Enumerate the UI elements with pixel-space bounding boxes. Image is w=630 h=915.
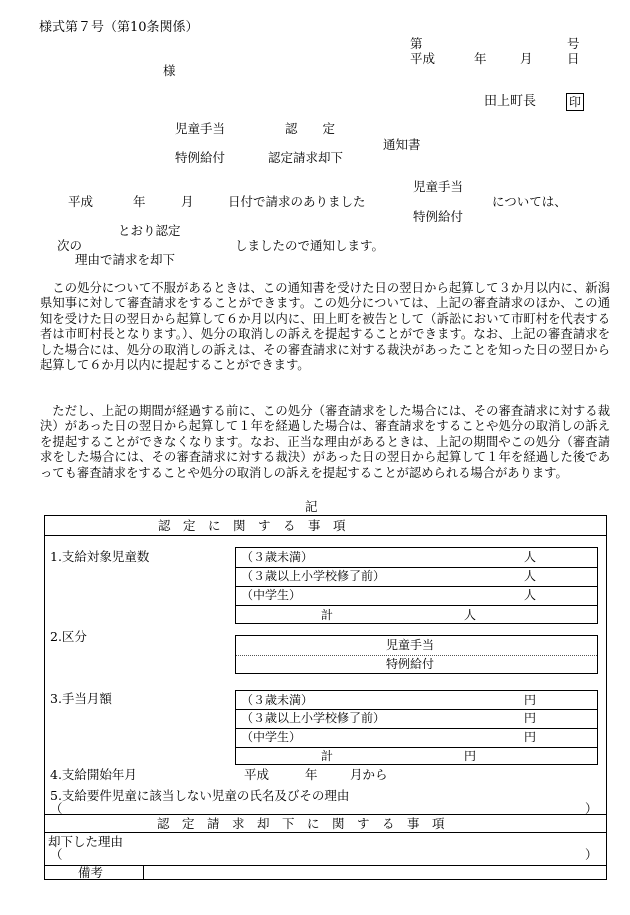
title-rejection: 認定請求却下 [268, 150, 344, 165]
body-month: 月 [181, 194, 194, 209]
option-special-benefit: 特例給付 [413, 209, 464, 224]
start-year: 年 [305, 767, 318, 782]
category-special-benefit: 特例給付 [386, 657, 435, 671]
child-count-row-label: （中学生） [241, 588, 302, 602]
item5-paren-open: （ [50, 801, 63, 816]
row-divider [236, 586, 597, 587]
remarks-label: 備考 [78, 865, 104, 880]
body-next: 次の [57, 238, 83, 253]
start-era: 平成 [244, 767, 270, 782]
amount-total-label: 計 [321, 749, 334, 763]
reason-paren-open: （ [50, 847, 63, 862]
amount-row-unit: 円 [524, 693, 537, 707]
date-era: 平成 [410, 51, 436, 66]
amount-row-label: （中学生） [241, 730, 302, 744]
body-notify: しましたので通知します。 [235, 238, 385, 253]
table-divider [45, 814, 606, 815]
monthly-amount-box [235, 690, 598, 765]
amount-total-unit: 円 [464, 749, 477, 763]
item5-paren-close: ） [585, 801, 598, 816]
row-divider [236, 728, 597, 729]
title-child-allowance: 児童手当 [175, 121, 226, 136]
title-special-benefit: 特例給付 [175, 150, 226, 165]
child-count-row-label: （３歳未満） [241, 550, 314, 564]
row-divider [236, 567, 597, 568]
child-count-row-label: （３歳以上小学校修了前） [241, 569, 386, 583]
ki-label: 記 [305, 499, 318, 514]
item5-label: 5.支給要件児童に該当しない児童の氏名及びその理由 [50, 788, 350, 803]
number-prefix: 第 [410, 36, 423, 51]
seal-mark: 印 [566, 93, 584, 111]
reason-label: 却下した理由 [48, 834, 124, 849]
amount-row-unit: 円 [524, 711, 537, 725]
start-month: 月から [350, 767, 388, 782]
amount-row-label: （３歳未満） [241, 693, 314, 707]
item4-label: 4.支給開始年月 [50, 767, 137, 782]
date-month: 月 [520, 51, 533, 66]
option-approved: とおり認定 [118, 223, 181, 238]
child-count-box [235, 547, 598, 624]
number-suffix: 号 [567, 36, 580, 51]
item1-label: 1.支給対象児童数 [50, 549, 150, 564]
table-divider [45, 832, 606, 833]
category-child-allowance: 児童手当 [386, 638, 435, 652]
reason-paren-close: ） [585, 847, 598, 862]
remarks-divider [143, 865, 144, 879]
title-approval: 認 定 [285, 121, 336, 136]
row-divider [236, 605, 597, 606]
appeal-paragraph-2: ただし、上記の期間が経過する前に、この処分（審査請求をした場合には、その審査請求に対する裁決）があった日の翌日から起算して１年を経過した場合は、審査請求をすることや処分の取消しの訴えを提起することができなくなります。なお、正当な理由があるときは、上記の期間やこの処分（審査請求をした場合には、その審査請求に対する裁決）があった日の翌日から起算して１年を経過した後であっても審査請求をすることや処分の取消しの訴えを提起することが認められる場合があります。 [40, 404, 610, 480]
body-year: 年 [133, 194, 146, 209]
option-child-allowance: 児童手当 [413, 179, 464, 194]
amount-row-label: （３歳以上小学校修了前） [241, 711, 386, 725]
date-year: 年 [474, 51, 487, 66]
title-notice: 通知書 [383, 137, 421, 152]
section-rejection-title: 認 定 請 求 却 下 に 関 す る 事 項 [157, 816, 445, 831]
date-day: 日 [567, 51, 580, 66]
body-date-phrase: 日付で請求のありました [228, 194, 366, 209]
child-count-total-unit: 人 [464, 608, 477, 622]
row-divider [236, 747, 597, 748]
body-era: 平成 [68, 194, 94, 209]
option-rejected: 理由で請求を却下 [75, 252, 176, 267]
item3-label: 3.手当月額 [50, 691, 112, 706]
child-count-total-label: 計 [321, 608, 334, 622]
child-count-row-unit: 人 [524, 569, 537, 583]
category-box [235, 635, 598, 674]
section-approval-title: 認 定 に 関 す る 事 項 [158, 518, 346, 533]
amount-row-unit: 円 [524, 730, 537, 744]
item2-label: 2.区分 [50, 629, 87, 644]
appeal-paragraph-1: この処分について不服があるときは、この通知書を受けた日の翌日から起算して３か月以内に、新潟県知事に対して審査請求をすることができます。この処分については、上記の審査請求のほか、この通知を受けた日の翌日から起算して６か月以内に、田上町を被告として（訴訟において市町村を代表する者は市町村長となります。）、処分の取消しの訴えを提起することができます。なお、上記の審査請求をした場合には、処分の取消しの訴えは、その審査請求に対する裁決があったことを知った日の翌日から起算して６か月以内に提起することができます。 [40, 281, 610, 373]
table-divider [45, 865, 606, 866]
category-divider [236, 655, 597, 656]
form-number: 様式第７号（第10条関係） [39, 20, 199, 35]
addressee-suffix: 様 [163, 63, 176, 78]
body-tail: については、 [492, 194, 567, 209]
issuer: 田上町長 [484, 94, 537, 109]
decision-table [44, 515, 607, 880]
child-count-row-unit: 人 [524, 588, 537, 602]
child-count-row-unit: 人 [524, 550, 537, 564]
row-divider [236, 709, 597, 710]
table-divider [45, 535, 606, 536]
